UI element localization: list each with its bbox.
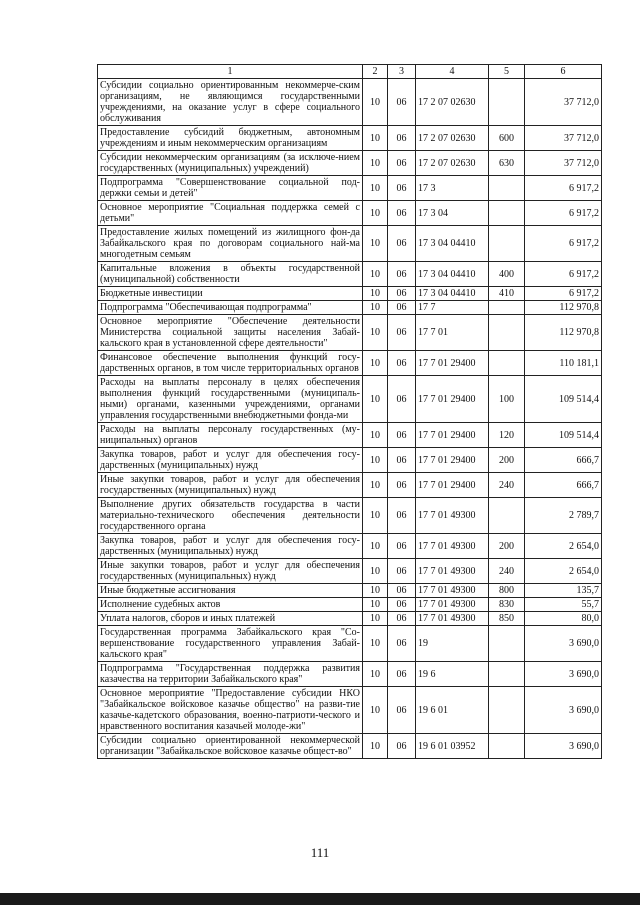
table-row [98,534,602,559]
table-row [98,201,602,226]
table-body [98,79,602,759]
amount-cell: 37 712,0 [525,79,602,126]
section-cell: 10 [363,301,388,315]
row-name-cell: Расходы на выплаты персоналу государственных (му-ниципальных) органов [98,423,363,448]
expense-type-cell [489,351,525,376]
expense-type-cell [489,734,525,759]
amount-cell: 2 654,0 [525,559,602,584]
section-cell: 10 [363,626,388,662]
subsection-cell: 06 [388,79,416,126]
target-article-cell: 17 7 01 [416,315,489,351]
column-header: 3 [388,65,416,79]
row-name-cell: Иные закупки товаров, работ и услуг для обеспечения государственных (муниципальных) нужд [98,559,363,584]
row-name-cell: Основное мероприятие "Обеспечение деятельности Министерства социальной защиты населения Забай-кальского края в установленной сфере деятельности" [98,315,363,351]
target-article-cell: 17 3 [416,176,489,201]
row-name-cell: Уплата налогов, сборов и иных платежей [98,612,363,626]
amount-cell: 80,0 [525,612,602,626]
table-row [98,151,602,176]
row-name-cell: Основное мероприятие "Социальная поддержка семей с детьми" [98,201,363,226]
subsection-cell: 06 [388,423,416,448]
section-cell: 10 [363,498,388,534]
row-name-cell: Государственная программа Забайкальского края "Со-вершенствование государственного управления Забай-кальского края" [98,626,363,662]
amount-cell: 6 917,2 [525,226,602,262]
expense-type-cell [489,498,525,534]
expense-type-cell [489,176,525,201]
table-row [98,301,602,315]
target-article-cell: 17 2 07 02630 [416,126,489,151]
expense-type-cell [489,79,525,126]
subsection-cell: 06 [388,448,416,473]
column-header: 4 [416,65,489,79]
subsection-cell: 06 [388,534,416,559]
amount-cell: 112 970,8 [525,315,602,351]
table-row [98,262,602,287]
row-name-cell: Закупка товаров, работ и услуг для обеспечения госу-дарственных (муниципальных) нужд [98,448,363,473]
target-article-cell: 17 3 04 04410 [416,262,489,287]
section-cell: 10 [363,559,388,584]
expense-type-cell [489,201,525,226]
target-article-cell: 19 6 [416,662,489,687]
table-header-row [98,65,602,79]
section-cell: 10 [363,262,388,287]
section-cell: 10 [363,201,388,226]
row-name-cell: Подпрограмма "Обеспечивающая подпрограмма" [98,301,363,315]
target-article-cell: 17 7 01 49300 [416,534,489,559]
expense-type-cell: 410 [489,287,525,301]
row-name-cell: Иные закупки товаров, работ и услуг для обеспечения государственных (муниципальных) нужд [98,473,363,498]
amount-cell: 6 917,2 [525,262,602,287]
expense-type-cell: 800 [489,584,525,598]
table-row [98,287,602,301]
table-row [98,226,602,262]
target-article-cell: 17 7 01 29400 [416,423,489,448]
section-cell: 10 [363,351,388,376]
row-name-cell: Субсидии социально ориентированным некоммерче-ским организациям, не являющимся государственными учреждениями, на оказание услуг в сфере социального обслуживания [98,79,363,126]
table-row [98,376,602,423]
row-name-cell: Расходы на выплаты персоналу в целях обеспечения выполнения функций государственными (муниципаль-ными) органами, казенными учреждениями, органами управления государственными внебюджетными фонда-ми [98,376,363,423]
subsection-cell: 06 [388,315,416,351]
subsection-cell: 06 [388,176,416,201]
expense-type-cell: 850 [489,612,525,626]
section-cell: 10 [363,126,388,151]
expense-type-cell [489,687,525,734]
scan-edge-bar [0,893,640,905]
amount-cell: 666,7 [525,473,602,498]
amount-cell: 6 917,2 [525,176,602,201]
table-row [98,687,602,734]
table-row [98,734,602,759]
section-cell: 10 [363,376,388,423]
table-row [98,612,602,626]
target-article-cell: 17 3 04 04410 [416,287,489,301]
amount-cell: 3 690,0 [525,662,602,687]
subsection-cell: 06 [388,301,416,315]
subsection-cell: 06 [388,734,416,759]
row-name-cell: Предоставление субсидий бюджетным, автономным учреждениям и иным некоммерческим организациям [98,126,363,151]
subsection-cell: 06 [388,351,416,376]
subsection-cell: 06 [388,287,416,301]
table-row [98,176,602,201]
section-cell: 10 [363,79,388,126]
subsection-cell: 06 [388,662,416,687]
expense-type-cell [489,626,525,662]
table-row [98,598,602,612]
section-cell: 10 [363,315,388,351]
row-name-cell: Субсидии социально ориентированной некоммерческой организации "Забайкальское войсковое казачье общест-во" [98,734,363,759]
section-cell: 10 [363,598,388,612]
amount-cell: 37 712,0 [525,151,602,176]
expense-type-cell [489,301,525,315]
row-name-cell: Подпрограмма "Государственная поддержка развития казачества на территории Забайкальского края" [98,662,363,687]
subsection-cell: 06 [388,687,416,734]
target-article-cell: 17 7 01 49300 [416,498,489,534]
row-name-cell: Предоставление жилых помещений из жилищного фон-да Забайкальского края по договорам социального най-ма многодетным семьям [98,226,363,262]
row-name-cell: Исполнение судебных актов [98,598,363,612]
table-row [98,559,602,584]
amount-cell: 112 970,8 [525,301,602,315]
target-article-cell: 17 7 01 49300 [416,612,489,626]
section-cell: 10 [363,176,388,201]
section-cell: 10 [363,151,388,176]
table-row [98,423,602,448]
target-article-cell: 19 6 01 03952 [416,734,489,759]
section-cell: 10 [363,584,388,598]
target-article-cell: 17 7 01 29400 [416,351,489,376]
target-article-cell: 17 2 07 02630 [416,79,489,126]
column-header: 6 [525,65,602,79]
amount-cell: 2 654,0 [525,534,602,559]
amount-cell: 109 514,4 [525,376,602,423]
table-row [98,351,602,376]
amount-cell: 2 789,7 [525,498,602,534]
table-row [98,79,602,126]
target-article-cell: 17 7 [416,301,489,315]
section-cell: 10 [363,612,388,626]
section-cell: 10 [363,734,388,759]
subsection-cell: 06 [388,626,416,662]
target-article-cell: 17 7 01 29400 [416,473,489,498]
column-header: 5 [489,65,525,79]
target-article-cell: 17 3 04 [416,201,489,226]
expense-type-cell: 120 [489,423,525,448]
target-article-cell: 17 7 01 49300 [416,598,489,612]
row-name-cell: Подпрограмма "Совершенствование социальной под-держки семьи и детей" [98,176,363,201]
budget-table [97,64,602,759]
subsection-cell: 06 [388,612,416,626]
section-cell: 10 [363,687,388,734]
target-article-cell: 17 7 01 29400 [416,448,489,473]
expense-type-cell [489,226,525,262]
target-article-cell: 17 7 01 49300 [416,559,489,584]
expense-type-cell: 630 [489,151,525,176]
section-cell: 10 [363,473,388,498]
subsection-cell: 06 [388,598,416,612]
table-row [98,626,602,662]
expense-type-cell [489,315,525,351]
target-article-cell: 17 3 04 04410 [416,226,489,262]
target-article-cell: 17 2 07 02630 [416,151,489,176]
amount-cell: 55,7 [525,598,602,612]
row-name-cell: Капитальные вложения в объекты государственной (муниципальной) собственности [98,262,363,287]
row-name-cell: Субсидии некоммерческим организациям (за исключе-нием государственных (муниципальных) учреждений) [98,151,363,176]
expense-type-cell: 830 [489,598,525,612]
row-name-cell: Выполнение других обязательств государства в части материально-технического обеспечения деятельности государственного органа [98,498,363,534]
table-row [98,584,602,598]
subsection-cell: 06 [388,262,416,287]
expense-type-cell: 200 [489,534,525,559]
section-cell: 10 [363,448,388,473]
amount-cell: 109 514,4 [525,423,602,448]
subsection-cell: 06 [388,498,416,534]
page-number: 111 [310,845,330,860]
table-row [98,498,602,534]
subsection-cell: 06 [388,473,416,498]
column-header: 1 [98,65,363,79]
expense-type-cell: 240 [489,473,525,498]
subsection-cell: 06 [388,126,416,151]
amount-cell: 3 690,0 [525,626,602,662]
expense-type-cell: 600 [489,126,525,151]
table-row [98,126,602,151]
subsection-cell: 06 [388,559,416,584]
table-row [98,473,602,498]
amount-cell: 666,7 [525,448,602,473]
expense-type-cell: 240 [489,559,525,584]
expense-type-cell: 400 [489,262,525,287]
subsection-cell: 06 [388,151,416,176]
amount-cell: 110 181,1 [525,351,602,376]
target-article-cell: 17 7 01 49300 [416,584,489,598]
expense-type-cell [489,662,525,687]
amount-cell: 37 712,0 [525,126,602,151]
row-name-cell: Бюджетные инвестиции [98,287,363,301]
target-article-cell: 19 6 01 [416,687,489,734]
table-row [98,315,602,351]
section-cell: 10 [363,226,388,262]
amount-cell: 3 690,0 [525,687,602,734]
amount-cell: 6 917,2 [525,201,602,226]
target-article-cell: 17 7 01 29400 [416,376,489,423]
row-name-cell: Основное мероприятие "Предоставление субсидии НКО "Забайкальское войсковое казачье общество" на разви-тие казачье-кадетского образования, военно-патриоти-ческого и нравственного воспитания казачьей молоде-жи" [98,687,363,734]
amount-cell: 6 917,2 [525,287,602,301]
subsection-cell: 06 [388,376,416,423]
row-name-cell: Иные бюджетные ассигнования [98,584,363,598]
section-cell: 10 [363,423,388,448]
subsection-cell: 06 [388,226,416,262]
row-name-cell: Финансовое обеспечение выполнения функций госу-дарственных органов, в том числе территориальных органов [98,351,363,376]
table-row [98,448,602,473]
expense-type-cell: 100 [489,376,525,423]
expense-type-cell: 200 [489,448,525,473]
target-article-cell: 19 [416,626,489,662]
column-header: 2 [363,65,388,79]
section-cell: 10 [363,534,388,559]
row-name-cell: Закупка товаров, работ и услуг для обеспечения госу-дарственных (муниципальных) нужд [98,534,363,559]
amount-cell: 3 690,0 [525,734,602,759]
section-cell: 10 [363,662,388,687]
subsection-cell: 06 [388,584,416,598]
table-row [98,662,602,687]
section-cell: 10 [363,287,388,301]
subsection-cell: 06 [388,201,416,226]
amount-cell: 135,7 [525,584,602,598]
